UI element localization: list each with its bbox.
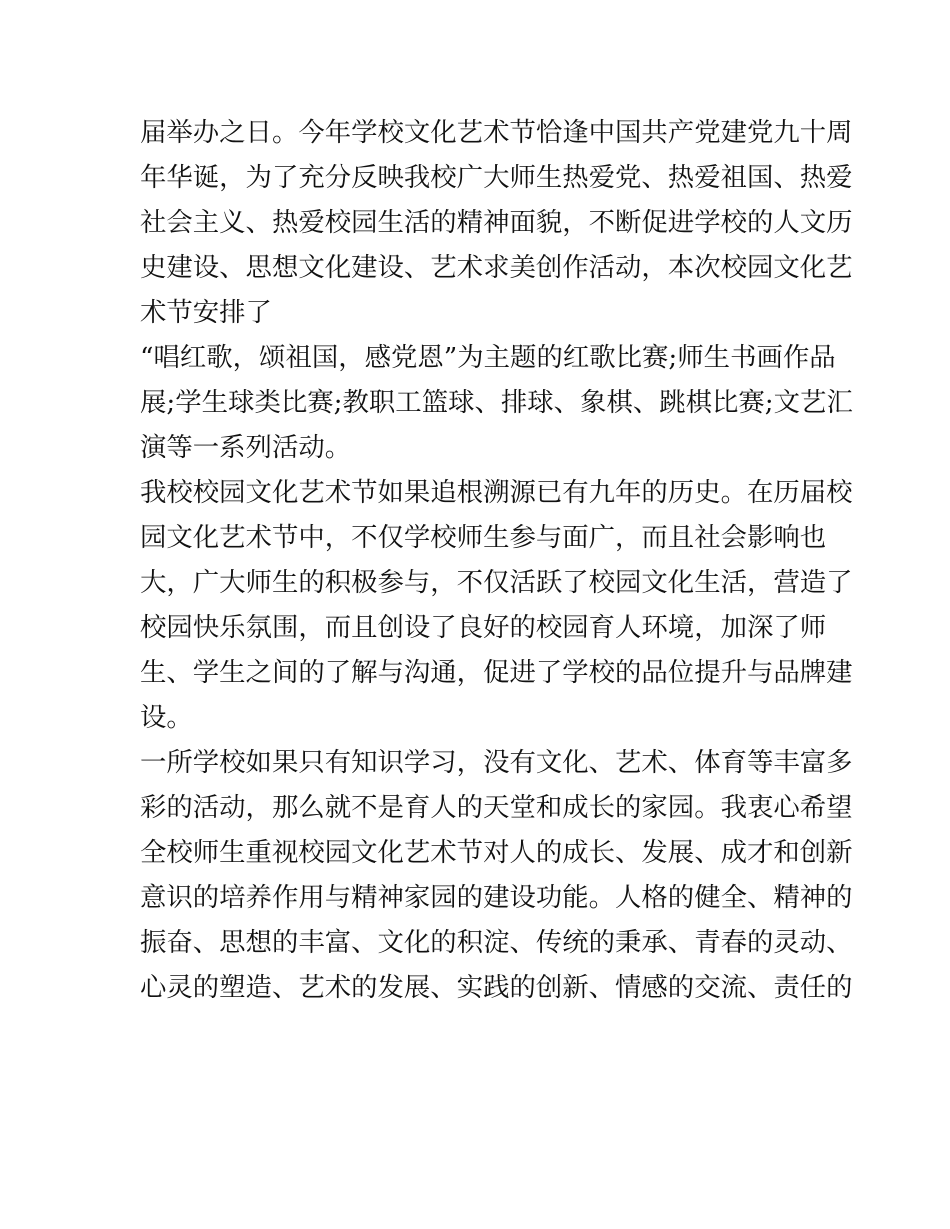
text-line: 校园快乐氛围，而且创设了良好的校园育人环境，加深了师 — [140, 612, 827, 643]
text-line: 术节安排了 — [140, 297, 272, 328]
text-line: 心灵的塑造、艺术的发展、实践的创新、情感的交流、责任的 — [140, 972, 853, 1003]
text-line: 全校师生重视校园文化艺术节对人的成长、发展、成才和创新 — [140, 837, 853, 868]
text-line: 园文化艺术节中，不仅学校师生参与面广，而且社会影响也 — [140, 522, 827, 553]
text-line: 演等一系列活动。 — [140, 432, 352, 463]
text-line: 设。 — [140, 702, 193, 733]
text-line: 届举办之日。今年学校文化艺术节恰逢中国共产党建党九十周 — [140, 117, 853, 148]
text-line: 彩的活动，那么就不是育人的天堂和成长的家园。我衷心希望 — [140, 792, 853, 823]
text-line: 展;学生球类比赛;教职工篮球、排球、象棋、跳棋比赛;文艺汇 — [140, 387, 853, 418]
text-line: “唱红歌，颂祖国，感党恩”为主题的红歌比赛;师生书画作品 — [140, 342, 836, 373]
text-line: 一所学校如果只有知识学习，没有文化、艺术、体育等丰富多 — [140, 747, 853, 778]
text-line: 年华诞，为了充分反映我校广大师生热爱党、热爱祖国、热爱 — [140, 162, 853, 193]
text-line: 大，广大师生的积极参与，不仅活跃了校园文化生活，营造了 — [140, 567, 853, 598]
paragraph-1 — [140, 110, 853, 335]
paragraph-4 — [140, 740, 853, 1010]
text-line: 社会主义、热爱校园生活的精神面貌，不断促进学校的人文历 — [140, 207, 853, 238]
text-line: 生、学生之间的了解与沟通，促进了学校的品位提升与品牌建 — [140, 657, 853, 688]
paragraph-3 — [140, 470, 853, 740]
text-line: 我校校园文化艺术节如果追根溯源已有九年的历史。在历届校 — [140, 477, 853, 508]
text-line: 意识的培养作用与精神家园的建设功能。人格的健全、精神的 — [140, 882, 853, 913]
paragraph-2 — [140, 335, 853, 470]
document-body — [140, 110, 853, 1010]
text-line: 振奋、思想的丰富、文化的积淀、传统的秉承、青春的灵动、 — [140, 927, 853, 958]
text-line: 史建设、思想文化建设、艺术求美创作活动，本次校园文化艺 — [140, 252, 853, 283]
